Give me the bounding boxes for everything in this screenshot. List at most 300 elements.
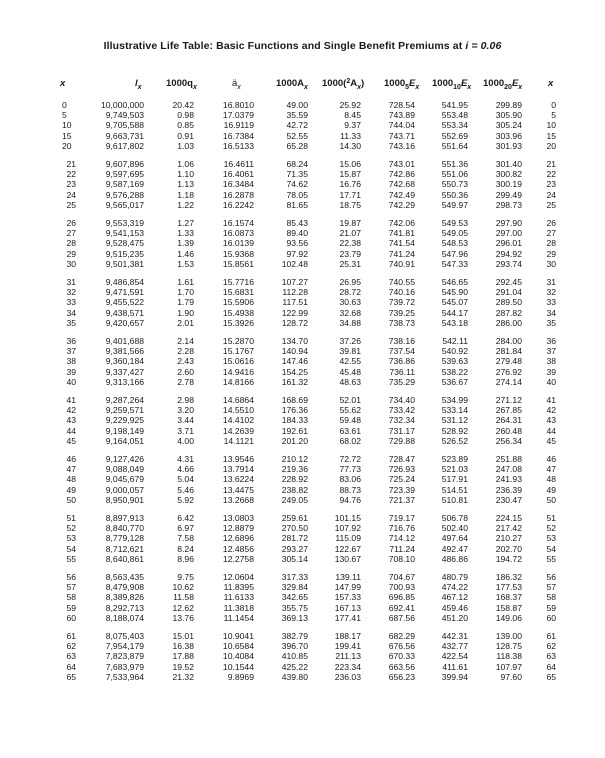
cell-lx: 9,337,427 [105, 366, 144, 377]
cell-A: 112.28 [282, 287, 308, 298]
cell-E10: 492.47 [441, 543, 468, 554]
cell-lx: 8,950,901 [105, 494, 144, 505]
cell-A: 93.56 [286, 238, 308, 249]
cell-E20: 297.00 [495, 228, 522, 239]
table-row [0, 592, 605, 602]
cell-age: 45 [66, 435, 76, 446]
cell-age-right: 55 [546, 553, 556, 564]
cell-age: 59 [66, 602, 76, 613]
cell-annuity: 17.0379 [222, 110, 254, 121]
cell-age-right: 21 [546, 159, 556, 169]
cell-E5: 716.76 [388, 523, 415, 534]
cell-E20: 276.92 [495, 366, 522, 377]
cell-age: 34 [66, 307, 76, 318]
cell-A: 369.13 [281, 612, 308, 623]
cell-age: 52 [66, 523, 76, 534]
cell-q: 1.39 [177, 238, 194, 249]
cell-annuity: 16.4611 [223, 159, 254, 169]
cell-A2: 88.73 [339, 484, 361, 495]
cell-lx: 8,840,770 [105, 523, 144, 534]
cell-E10: 546.65 [441, 277, 468, 287]
cell-annuity: 11.3818 [223, 602, 254, 613]
cell-annuity: 16.9119 [223, 120, 254, 131]
cell-age: 54 [66, 543, 76, 554]
cell-A: 85.43 [286, 218, 308, 228]
cell-E20: 260.48 [495, 425, 522, 436]
cell-E20: 271.12 [495, 395, 522, 405]
cell-annuity: 16.0139 [222, 238, 254, 249]
cell-A2: 236.03 [334, 671, 361, 682]
cell-age: 20 [62, 140, 72, 151]
cell-E10: 549.05 [441, 228, 468, 239]
cell-E10: 533.14 [441, 405, 468, 416]
cell-E10: 510.81 [441, 494, 468, 505]
cell-A: 329.84 [281, 582, 308, 593]
cell-lx: 9,541,153 [105, 228, 144, 239]
cell-lx: 8,389,826 [105, 592, 144, 603]
cell-q: 16.38 [172, 641, 194, 652]
cell-age-right: 29 [546, 248, 556, 259]
row-group [0, 513, 605, 572]
cell-age-right: 43 [546, 415, 556, 426]
cell-A2: 55.62 [339, 405, 361, 416]
row-group [0, 159, 605, 218]
cell-age: 55 [66, 553, 76, 564]
cell-E10: 526.52 [441, 435, 468, 446]
cell-A: 168.69 [281, 395, 308, 405]
cell-E20: 301.93 [495, 140, 522, 151]
cell-E20: 149.06 [495, 612, 522, 623]
cell-A: 210.12 [281, 454, 308, 464]
table-row [0, 533, 605, 543]
cell-age: 64 [66, 661, 76, 672]
cell-A2: 68.02 [339, 435, 361, 446]
cell-A: 42.72 [286, 120, 308, 131]
cell-E5: 687.56 [388, 612, 415, 623]
cell-E5: 738.16 [388, 336, 415, 346]
cell-annuity: 16.2242 [222, 199, 254, 210]
cell-E5: 723.39 [388, 484, 415, 495]
cell-A: 74.62 [286, 179, 308, 190]
table-row [0, 159, 605, 169]
cell-age-right: 60 [546, 612, 556, 623]
cell-E20: 139.00 [495, 631, 522, 641]
cell-E5: 728.54 [388, 100, 415, 110]
cell-annuity: 13.2668 [222, 494, 254, 505]
cell-q: 1.79 [177, 297, 194, 308]
cell-age-right: 46 [546, 454, 556, 464]
table-row [0, 672, 605, 682]
cell-E5: 700.93 [388, 582, 415, 593]
cell-E5: 742.06 [388, 218, 415, 228]
cell-age-right: 44 [546, 425, 556, 436]
table-row [0, 367, 605, 377]
cell-q: 10.62 [172, 582, 194, 593]
cell-A: 89.40 [286, 228, 308, 239]
cell-E10: 543.18 [441, 317, 468, 328]
cell-annuity: 15.4938 [222, 307, 254, 318]
cell-E10: 474.22 [441, 582, 468, 593]
page-title [0, 40, 605, 52]
cell-annuity: 16.1574 [222, 218, 254, 228]
cell-annuity: 14.8166 [222, 376, 254, 387]
cell-E20: 305.24 [495, 120, 522, 131]
cell-E5: 737.54 [388, 346, 415, 357]
table-row [0, 582, 605, 592]
cell-age-right: 30 [546, 258, 556, 269]
cell-age: 63 [66, 651, 76, 662]
cell-A2: 21.07 [339, 228, 361, 239]
cell-E20: 286.00 [495, 317, 522, 328]
cell-E20: 289.50 [495, 297, 522, 308]
cell-lx: 8,188,074 [105, 612, 144, 623]
cell-E20: 168.37 [495, 592, 522, 603]
cell-age-right: 62 [546, 641, 556, 652]
table-row [0, 464, 605, 474]
cell-age-right: 64 [546, 661, 556, 672]
cell-E10: 531.12 [441, 415, 468, 426]
cell-A2: 22.38 [339, 238, 361, 249]
cell-E10: 502.40 [441, 523, 468, 534]
cell-A: 317.33 [281, 572, 308, 582]
cell-A: 147.46 [281, 356, 308, 367]
cell-E20: 241.93 [495, 474, 522, 485]
cell-E20: 264.31 [495, 415, 522, 426]
cell-age: 60 [66, 612, 76, 623]
cell-age-right: 41 [546, 395, 556, 405]
cell-A: 161.32 [281, 376, 308, 387]
table-row [0, 436, 605, 446]
cell-q: 1.22 [177, 199, 194, 210]
cell-q: 2.14 [177, 336, 194, 346]
table-row [0, 308, 605, 318]
cell-A: 176.36 [281, 405, 308, 416]
header-x-right: x [548, 78, 554, 89]
cell-age-right: 24 [546, 189, 556, 200]
table-row [0, 662, 605, 672]
table-row [0, 259, 605, 269]
cell-age-right: 57 [546, 582, 556, 593]
cell-annuity: 10.9041 [222, 631, 254, 641]
cell-E10: 523.89 [441, 454, 468, 464]
cell-A2: 122.67 [334, 543, 361, 554]
title-text: Illustrative Life Table: Basic Functions and Single Benefit Premiums at [103, 40, 466, 52]
cell-A2: 26.95 [339, 277, 361, 287]
cell-E10: 551.06 [441, 169, 468, 180]
cell-age: 58 [66, 592, 76, 603]
cell-E5: 656.23 [388, 671, 415, 682]
cell-E20: 118.38 [496, 651, 522, 662]
cell-A2: 11.33 [340, 130, 361, 141]
cell-E20: 293.74 [495, 258, 522, 269]
cell-E20: 224.15 [495, 513, 522, 523]
cell-age-right: 31 [546, 277, 556, 287]
cell-age: 24 [66, 189, 76, 200]
cell-A: 107.27 [281, 277, 308, 287]
cell-A: 49.00 [286, 100, 308, 110]
header-annuity: $ä_x$ [232, 78, 241, 91]
cell-age: 27 [66, 228, 76, 239]
cell-age-right: 47 [546, 464, 556, 475]
table-header [0, 78, 605, 94]
cell-E10: 541.95 [441, 100, 468, 110]
cell-E5: 714.12 [388, 533, 415, 544]
cell-age-right: 40 [546, 376, 556, 387]
cell-q: 1.06 [177, 159, 194, 169]
cell-age-right: 34 [546, 307, 556, 318]
cell-annuity: 14.5510 [222, 405, 254, 416]
cell-A2: 63.61 [339, 425, 361, 436]
cell-q: 2.98 [177, 395, 194, 405]
cell-q: 4.66 [177, 464, 194, 475]
cell-E10: 467.12 [441, 592, 468, 603]
cell-E10: 540.92 [441, 346, 468, 357]
cell-q: 1.13 [177, 179, 194, 190]
cell-E5: 733.42 [388, 405, 415, 416]
cell-q: 4.00 [177, 435, 194, 446]
table-row [0, 603, 605, 613]
cell-A2: 211.13 [335, 651, 361, 662]
cell-age: 23 [66, 179, 76, 190]
cell-q: 5.04 [177, 474, 194, 485]
cell-lx: 7,533,964 [105, 671, 144, 682]
cell-E5: 743.01 [388, 159, 415, 169]
cell-A: 201.20 [281, 435, 308, 446]
cell-age-right: 26 [546, 218, 556, 228]
cell-A2: 30.63 [339, 297, 361, 308]
cell-annuity: 14.2639 [222, 425, 254, 436]
cell-E10: 545.90 [441, 287, 468, 298]
cell-annuity: 14.4102 [222, 415, 254, 426]
cell-A: 78.05 [286, 189, 308, 200]
cell-lx: 9,553,319 [105, 218, 144, 228]
cell-lx: 9,576,288 [105, 189, 144, 200]
table-row [0, 110, 605, 120]
cell-age-right: 32 [546, 287, 556, 298]
table-row [0, 218, 605, 228]
cell-lx: 9,515,235 [105, 248, 144, 259]
cell-E20: 284.00 [495, 336, 522, 346]
cell-E20: 279.48 [495, 356, 522, 367]
cell-E5: 742.86 [388, 169, 415, 180]
cell-q: 1.70 [177, 287, 194, 298]
cell-A2: 25.31 [339, 258, 361, 269]
cell-E10: 549.53 [441, 218, 468, 228]
cell-q: 5.92 [177, 494, 194, 505]
cell-age-right: 56 [546, 572, 556, 582]
cell-E5: 731.17 [388, 425, 415, 436]
cell-E5: 740.91 [388, 258, 415, 269]
cell-A: 259.61 [281, 513, 308, 523]
table-row [0, 356, 605, 366]
cell-E10: 506.78 [441, 513, 468, 523]
cell-q: 2.43 [177, 356, 194, 367]
cell-age: 61 [66, 631, 76, 641]
cell-E5: 738.73 [388, 317, 415, 328]
table-row [0, 297, 605, 307]
cell-A: 270.50 [281, 523, 308, 534]
cell-A2: 72.72 [339, 454, 361, 464]
cell-q: 21.32 [172, 671, 194, 682]
cell-q: 1.10 [177, 169, 194, 180]
cell-E20: 305.90 [495, 110, 522, 121]
cell-annuity: 12.4856 [222, 543, 254, 554]
cell-q: 9.75 [177, 572, 194, 582]
cell-lx: 7,823,879 [105, 651, 144, 662]
cell-A2: 130.67 [334, 553, 361, 564]
cell-E20: 217.42 [495, 523, 522, 534]
cell-A2: 52.01 [339, 395, 361, 405]
cell-E10: 514.51 [441, 484, 468, 495]
cell-age: 36 [66, 336, 76, 346]
cell-q: 2.28 [177, 346, 194, 357]
cell-q: 3.20 [177, 405, 194, 416]
table-row [0, 395, 605, 405]
cell-A2: 139.11 [335, 572, 361, 582]
cell-A: 192.61 [281, 425, 308, 436]
cell-E5: 741.24 [388, 248, 415, 259]
cell-q: 4.31 [177, 454, 194, 464]
cell-age: 15 [62, 130, 72, 141]
cell-E20: 292.45 [495, 277, 522, 287]
cell-age: 50 [66, 494, 76, 505]
cell-age-right: 37 [546, 346, 556, 357]
cell-E20: 247.08 [495, 464, 522, 475]
cell-q: 17.88 [172, 651, 194, 662]
header-1000qx: $1000q_x$ [166, 78, 197, 91]
cell-E20: 210.27 [495, 533, 522, 544]
cell-A2: 15.87 [339, 169, 361, 180]
cell-A: 355.75 [281, 602, 308, 613]
table-row [0, 169, 605, 179]
cell-E10: 459.46 [441, 602, 468, 613]
table-row [0, 336, 605, 346]
cell-A2: 147.99 [334, 582, 361, 593]
cell-E5: 692.41 [388, 602, 415, 613]
cell-E5: 744.04 [388, 120, 415, 131]
cell-A: 81.65 [286, 199, 308, 210]
cell-A2: 37.26 [339, 336, 361, 346]
table-row [0, 474, 605, 484]
cell-annuity: 12.8879 [222, 523, 254, 534]
cell-age: 32 [66, 287, 76, 298]
cell-age-right: 49 [546, 484, 556, 495]
table-row [0, 287, 605, 297]
cell-lx: 9,455,522 [105, 297, 144, 308]
header-lx: $l_x$ [135, 78, 142, 91]
cell-lx: 8,712,621 [105, 543, 144, 554]
cell-E10: 517.91 [441, 474, 468, 485]
cell-E20: 251.88 [495, 454, 522, 464]
cell-E10: 480.79 [441, 572, 468, 582]
cell-age: 37 [66, 346, 76, 357]
cell-E20: 294.92 [495, 248, 522, 259]
cell-age-right: 42 [546, 405, 556, 416]
cell-E20: 236.39 [495, 484, 522, 495]
cell-A2: 17.71 [339, 189, 361, 200]
cell-annuity: 10.6584 [222, 641, 254, 652]
cell-A: 140.94 [281, 346, 308, 357]
cell-A2: 42.55 [339, 356, 361, 367]
cell-age-right: 35 [546, 317, 556, 328]
table-row [0, 415, 605, 425]
cell-age: 31 [66, 277, 76, 287]
table-row [0, 100, 605, 110]
cell-E10: 553.34 [441, 120, 468, 131]
cell-E20: 230.47 [495, 494, 522, 505]
cell-lx: 9,420,657 [105, 317, 144, 328]
cell-A2: 59.48 [339, 415, 361, 426]
cell-E5: 741.81 [388, 228, 415, 239]
header-1000-2Ax: $1000(^2A_x)$ [322, 78, 365, 91]
cell-annuity: 12.6896 [222, 533, 254, 544]
cell-A: 228.92 [281, 474, 308, 485]
cell-lx: 8,292,713 [105, 602, 144, 613]
cell-age: 42 [66, 405, 76, 416]
cell-lx: 9,000,057 [105, 484, 144, 495]
cell-annuity: 15.0616 [222, 356, 254, 367]
cell-q: 15.01 [172, 631, 194, 641]
cell-age: 29 [66, 248, 76, 259]
cell-E10: 536.67 [441, 376, 468, 387]
cell-age-right: 52 [546, 523, 556, 534]
cell-E5: 708.10 [388, 553, 415, 564]
cell-age-right: 10 [546, 120, 556, 131]
cell-E20: 158.87 [495, 602, 522, 613]
cell-E20: 107.97 [495, 661, 522, 672]
cell-lx: 7,683,979 [105, 661, 144, 672]
cell-annuity: 15.1767 [222, 346, 254, 357]
cell-A2: 157.33 [334, 592, 361, 603]
cell-E10: 549.97 [441, 199, 468, 210]
cell-E5: 743.16 [388, 140, 415, 151]
cell-E5: 742.68 [388, 179, 415, 190]
cell-q: 3.44 [177, 415, 194, 426]
cell-E10: 539.63 [441, 356, 468, 367]
cell-annuity: 16.0873 [222, 228, 254, 239]
header-1000-5Ex: $1000_5E_x$ [384, 78, 420, 91]
cell-age-right: 53 [546, 533, 556, 544]
cell-age-right: 36 [546, 336, 556, 346]
table-row [0, 179, 605, 189]
cell-E5: 742.49 [388, 189, 415, 200]
cell-lx: 9,259,571 [105, 405, 144, 416]
cell-A2: 45.48 [339, 366, 361, 377]
cell-lx: 8,640,861 [105, 553, 144, 564]
cell-A: 184.33 [281, 415, 308, 426]
cell-E5: 734.40 [388, 395, 415, 405]
table-row [0, 513, 605, 523]
cell-A2: 8.45 [344, 110, 361, 121]
row-group [0, 631, 605, 690]
cell-A2: 23.79 [339, 248, 361, 259]
cell-q: 12.62 [172, 602, 194, 613]
cell-E20: 303.96 [495, 130, 522, 141]
cell-E20: 300.82 [495, 169, 522, 180]
table-row [0, 485, 605, 495]
table-row [0, 495, 605, 505]
cell-E5: 743.71 [388, 130, 415, 141]
cell-E5: 729.88 [388, 435, 415, 446]
cell-age: 25 [66, 199, 76, 210]
cell-age: 48 [66, 474, 76, 485]
cell-age-right: 28 [546, 238, 556, 249]
cell-age: 38 [66, 356, 76, 367]
cell-annuity: 12.2758 [222, 553, 254, 564]
cell-E10: 550.73 [441, 179, 468, 190]
cell-q: 19.52 [172, 661, 194, 672]
cell-lx: 9,229,925 [105, 415, 144, 426]
